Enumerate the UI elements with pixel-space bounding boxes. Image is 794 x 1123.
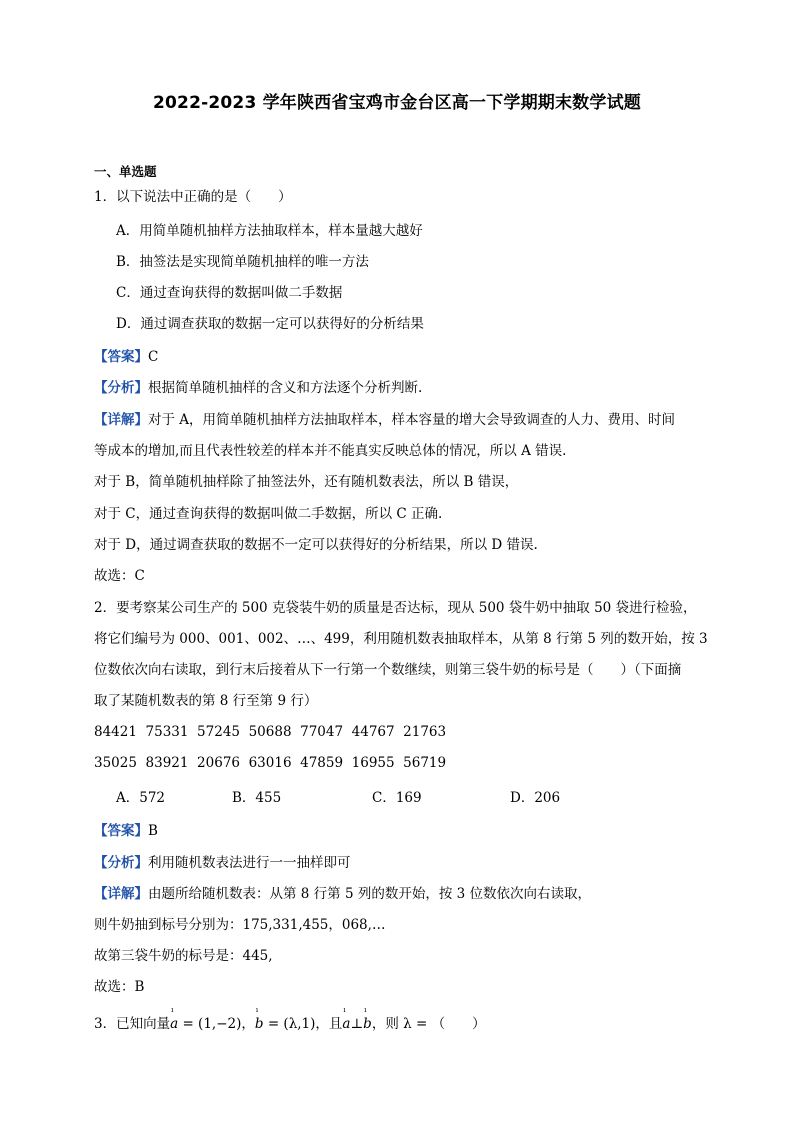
question-2-detail-line-2: 则牛奶抽到标号分别为：175,331,455，068,… [94, 917, 386, 933]
answer-tag: 【答案】 [94, 349, 148, 365]
question-1-option-d: D．通过调查获取的数据一定可以获得好的分析结果 [116, 316, 424, 332]
question-1-detail-line-5: 对于 D，通过调查获取的数据不一定可以获得好的分析结果，所以 D 错误. [94, 537, 538, 553]
analysis-tag: 【分析】 [94, 855, 148, 871]
question-1-detail-line-3: 对于 B，简单随机抽样除了抽签法外，还有随机数表法，所以 B 错误， [94, 474, 519, 490]
question-2-option-c: C．169 [372, 790, 422, 806]
question-1-analysis [94, 378, 422, 398]
random-table-row-9: 35025 83921 20676 63016 47859 16955 56719 [94, 755, 447, 771]
question-2-options [116, 788, 560, 808]
question-1-option-c: C．通过查询获得的数据叫做二手数据 [116, 285, 343, 301]
question-1-detail-line-1 [94, 410, 675, 430]
perpendicular-symbol: ⊥ [350, 1016, 364, 1032]
answer-value: B [148, 823, 158, 839]
question-2-detail-line-1 [94, 884, 591, 904]
detail-text: 由题所给随机数表：从第 8 行第 5 列的数开始，按 3 位数依次向右读取， [148, 886, 592, 902]
vector-b: ı b [363, 1006, 372, 1032]
analysis-tag: 【分析】 [94, 380, 148, 396]
vector-arrow-icon: ı [171, 1006, 174, 1014]
random-table-row-8: 84421 75331 57245 50688 77047 44767 21763 [94, 724, 447, 740]
question-2-option-b: B．455 [232, 790, 282, 806]
question-2-option-a: A．572 [116, 790, 166, 806]
detail-tag: 【详解】 [94, 886, 148, 902]
detail-text: 对于 A，用简单随机抽样方法抽取样本，样本容量的增大会导致调查的人力、费用、时间 [148, 412, 676, 428]
vector-arrow-icon: ı [364, 1006, 367, 1014]
detail-tag: 【详解】 [94, 412, 148, 428]
question-1-conclusion: 故选：C [94, 568, 145, 584]
question-2-analysis [94, 853, 351, 873]
question-2-stem-line-3: 位数依次向右读取，到行末后接着从下一行第一个数继续，则第三袋牛奶的标号是（ ）（下面摘 [94, 662, 682, 678]
analysis-text: 根据简单随机抽样的含义和方法逐个分析判断. [148, 380, 423, 396]
question-2-detail-line-3: 故第三袋牛奶的标号是：445, [94, 948, 273, 964]
section-heading: 一、单选题 [94, 164, 157, 179]
question-1-answer [94, 347, 158, 367]
question-1-detail-line-4: 对于 C，通过查询获得的数据叫做二手数据，所以 C 正确. [94, 506, 443, 522]
question-3-suffix: ，则 λ = （ ） [371, 1016, 486, 1032]
question-1-stem: 1．以下说法中正确的是（ ） [94, 189, 292, 205]
question-2-option-d: D．206 [510, 790, 561, 806]
question-1-option-b: B．抽签法是实现简单随机抽样的唯一方法 [116, 254, 369, 270]
vector-a: ı a [170, 1006, 179, 1032]
question-2-stem-line-2: 将它们编号为 000、001、002、…、499，利用随机数表抽取样本，从第 8 行第 5 列的数开始，按 3 [94, 631, 708, 647]
question-2-stem-line-4: 取了某随机数表的第 8 行至第 9 行） [94, 693, 318, 709]
vector-arrow-icon: ı [343, 1006, 346, 1014]
question-2-stem-line-1: 2．要考察某公司生产的 500 克袋装牛奶的质量是否达标，现从 500 袋牛奶中抽取 50 袋进行检验， [94, 600, 697, 616]
vector-b-value: = (λ,1)，且 [263, 1016, 343, 1032]
question-3-prefix: 3．已知向量 [94, 1016, 171, 1032]
answer-value: C [148, 349, 159, 365]
vector-a-value: = (1,−2)， [178, 1016, 255, 1032]
question-1-option-a: A．用简单随机抽样方法抽取样本，样本量越大越好 [116, 223, 423, 239]
question-3-stem [94, 1006, 486, 1034]
vector-a: ı a [342, 1006, 351, 1032]
question-2-answer [94, 821, 158, 841]
vector-arrow-icon: ı [255, 1006, 259, 1014]
question-2-conclusion: 故选：B [94, 979, 145, 995]
page-title: 2022-2023 学年陕西省宝鸡市金台区高一下学期期末数学试题 [152, 93, 641, 113]
analysis-text: 利用随机数表法进行一一抽样即可 [148, 855, 351, 871]
answer-tag: 【答案】 [94, 823, 148, 839]
question-1-detail-line-2: 等成本的增加,而且代表性较差的样本并不能真实反映总体的情况，所以 A 错误. [94, 443, 567, 459]
vector-b: ı b [254, 1006, 264, 1032]
